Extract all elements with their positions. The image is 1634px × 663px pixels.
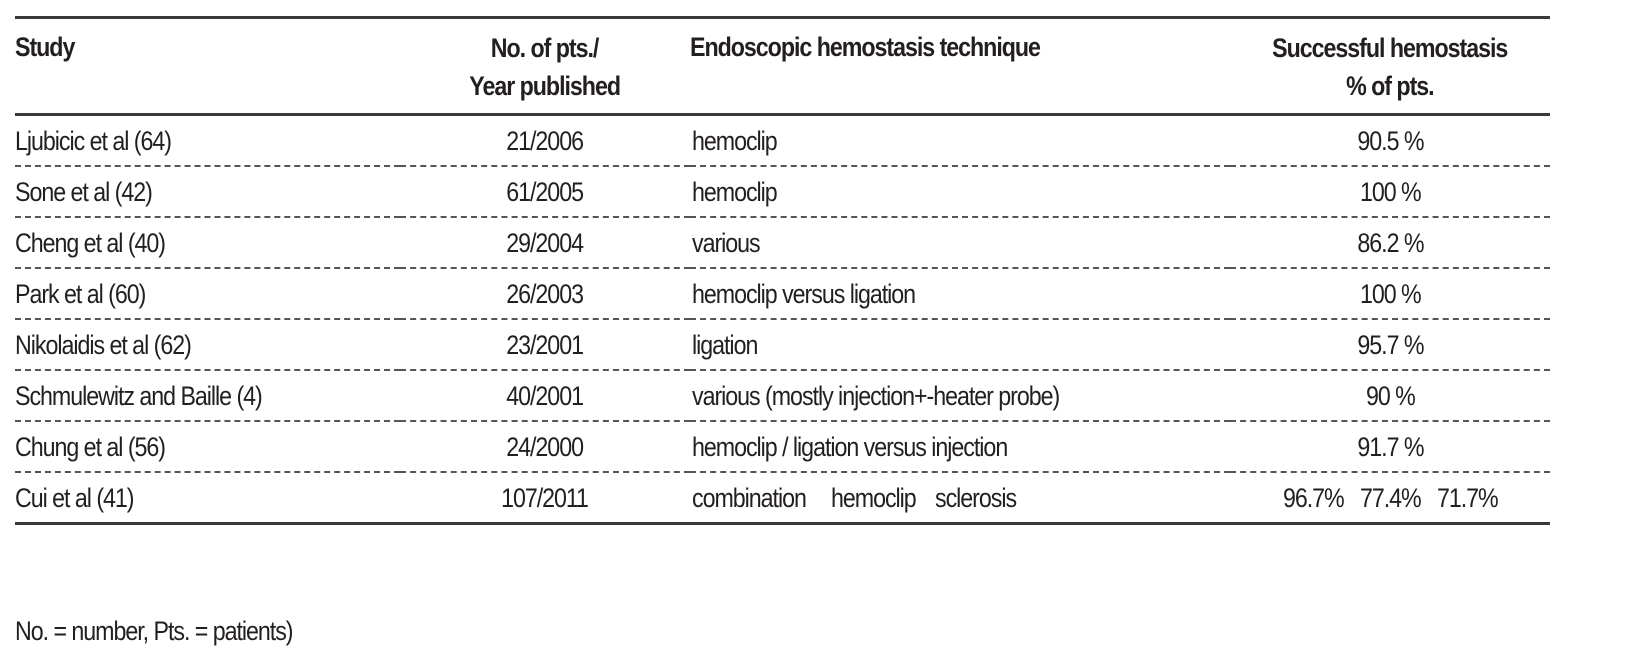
cell-study	[15, 166, 400, 217]
cell-technique	[690, 370, 1230, 421]
pts-year-value: 61/2005	[506, 177, 584, 207]
cell-pts-year	[400, 115, 690, 167]
cell-pts-year	[400, 268, 690, 319]
cell-pts-year	[400, 217, 690, 268]
cell-study	[15, 115, 400, 167]
footnote-text: No. = number, Pts. = patients)	[15, 616, 293, 646]
cell-pts-year	[400, 421, 690, 472]
cell-success	[1230, 472, 1550, 524]
success-value: 95.7 %	[1356, 330, 1424, 360]
cell-technique	[690, 166, 1230, 217]
cell-pts-year	[400, 166, 690, 217]
cell-pts-year	[400, 319, 690, 370]
pts-year-value: 26/2003	[506, 279, 584, 309]
technique-value: hemoclip versus ligation	[692, 279, 916, 309]
success-value: 91.7 %	[1356, 432, 1424, 462]
study-name: Chung et al (56)	[15, 432, 166, 462]
header-pts-year-line1: No. of pts./	[491, 33, 599, 63]
hemostasis-studies-table	[15, 16, 1550, 525]
success-value: 100 %	[1359, 177, 1421, 207]
table-row	[15, 319, 1550, 370]
cell-technique	[690, 472, 1230, 524]
table-row	[15, 217, 1550, 268]
cell-success	[1230, 370, 1550, 421]
header-study-label: Study	[15, 32, 75, 62]
cell-study	[15, 421, 400, 472]
technique-value: ligation	[692, 330, 758, 360]
cell-success	[1230, 268, 1550, 319]
cell-technique	[690, 217, 1230, 268]
table-row	[15, 370, 1550, 421]
study-name: Cui et al (41)	[15, 483, 134, 513]
study-name: Schmulewitz and Baille (4)	[15, 381, 262, 411]
cell-study	[15, 268, 400, 319]
header-success-line1: Successful hemostasis	[1272, 33, 1508, 63]
cell-technique	[690, 421, 1230, 472]
table-footnote	[15, 612, 338, 650]
cell-study	[15, 217, 400, 268]
technique-value: various (mostly injection+-heater probe)	[692, 381, 1060, 411]
table-row	[15, 115, 1550, 167]
table-header	[15, 18, 1550, 115]
header-technique	[690, 18, 1230, 115]
cell-success	[1230, 217, 1550, 268]
success-value: 96.7%	[1282, 483, 1344, 513]
header-pts-year-line2: Year published	[469, 71, 621, 101]
study-name: Park et al (60)	[15, 279, 146, 309]
cell-study	[15, 370, 400, 421]
pts-year-value: 21/2006	[506, 126, 584, 156]
header-success-line2: % of pts.	[1346, 71, 1434, 101]
success-value: 77.4%	[1359, 483, 1421, 513]
cell-technique	[690, 268, 1230, 319]
header-study	[15, 18, 400, 115]
cell-study	[15, 472, 400, 524]
success-value: 71.7%	[1436, 483, 1498, 513]
hemostasis-studies-table-container	[15, 16, 1550, 525]
cell-success	[1230, 319, 1550, 370]
technique-value: hemoclip	[692, 177, 777, 207]
cell-technique	[690, 319, 1230, 370]
cell-technique	[690, 115, 1230, 167]
pts-year-value: 29/2004	[506, 228, 584, 258]
cell-study	[15, 319, 400, 370]
cell-success	[1230, 421, 1550, 472]
pts-year-value: 40/2001	[506, 381, 584, 411]
success-value: 86.2 %	[1356, 228, 1424, 258]
study-name: Nikolaidis et al (62)	[15, 330, 191, 360]
technique-value: combination	[692, 483, 806, 513]
header-row	[15, 18, 1550, 115]
technique-value: hemoclip / ligation versus injection	[692, 432, 1008, 462]
success-value: 90.5 %	[1356, 126, 1424, 156]
technique-value: sclerosis	[935, 483, 1017, 513]
success-value: 90 %	[1365, 381, 1415, 411]
table-body	[15, 115, 1550, 524]
technique-value: various	[692, 228, 760, 258]
table-row	[15, 166, 1550, 217]
cell-success	[1230, 115, 1550, 167]
header-success	[1230, 18, 1550, 115]
study-name: Ljubicic et al (64)	[15, 126, 171, 156]
header-technique-label: Endoscopic hemostasis technique	[690, 32, 1040, 62]
table-row	[15, 268, 1550, 319]
pts-year-value: 23/2001	[506, 330, 584, 360]
cell-success	[1230, 166, 1550, 217]
technique-value: hemoclip	[692, 126, 777, 156]
pts-year-value: 107/2011	[501, 483, 589, 513]
cell-pts-year	[400, 472, 690, 524]
technique-value: hemoclip	[830, 483, 916, 513]
table-row	[15, 472, 1550, 524]
pts-year-value: 24/2000	[506, 432, 584, 462]
success-value: 100 %	[1359, 279, 1421, 309]
study-name: Sone et al (42)	[15, 177, 152, 207]
table-row	[15, 421, 1550, 472]
header-pts-year	[400, 18, 690, 115]
study-name: Cheng et al (40)	[15, 228, 166, 258]
cell-pts-year	[400, 370, 690, 421]
